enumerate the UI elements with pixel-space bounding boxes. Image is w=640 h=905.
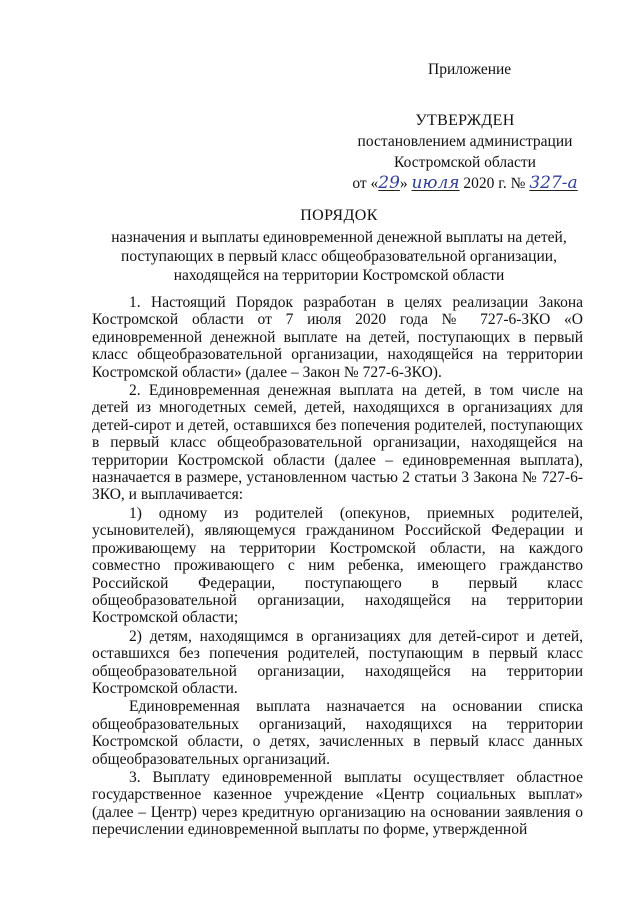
approved-stamp-text: УТВЕРЖДЕН	[415, 112, 515, 129]
document-title-block	[92, 206, 586, 285]
handwritten-day: 29	[378, 173, 400, 193]
title-line-1: назначения и выплаты единовременной денежной выплаты на детей,	[111, 229, 567, 246]
paragraph-2-note: Единовременная выплата назначается на основании списка общеобразовательных организаций, находящихся на территории Костромской области, о детях, зачисленных в первый класс данных общеобразовательных организаций.	[92, 698, 583, 768]
paragraph-2-item-1: 1) одному из родителей (опекунов, приемных родителей, усыновителей), являющемуся гражданином Российской Федерации и проживающему на территории Костромской области, на каждого совместно проживающего с ним ребенка, имеющего гражданство Российской Федерации, поступающего в первый класс общеобразовательной организации, находящейся на территории Костромской области;	[92, 504, 583, 627]
year-text: 2020 г. №	[463, 175, 526, 192]
date-prefix: от «	[352, 175, 379, 192]
document-body	[92, 294, 583, 840]
approval-block	[334, 110, 596, 194]
approval-date-line	[334, 173, 596, 194]
handwritten-number: 327-а	[529, 173, 578, 193]
paragraph-1: 1. Настоящий Порядок разработан в целях реализации Закона Костромской области от 7 июля 2020 года № 727-6-ЗКО «О единовременной денежной выплате на детей, поступающих в первый класс общеобразовательной организации, находящейся на территории Костромской области» (далее – Закон № 727-6-ЗКО).	[92, 294, 583, 381]
title-line-2: поступающих в первый класс общеобразовательной организации,	[121, 248, 557, 265]
paragraph-2-item-2: 2) детям, находящимся в организациях для детей-сирот и детей, оставшихся без попечения родителей, поступающим в первый класс общеобразовательной организации, находящейся на территории Костромской области.	[92, 627, 583, 697]
approval-line-1: постановлением администрации	[357, 133, 573, 150]
title-line-3: находящейся на территории Костромской области	[173, 267, 505, 284]
document-heading: ПОРЯДОК	[300, 207, 378, 224]
paragraph-2: 2. Единовременная денежная выплата на детей, в том числе на детей из многодетных семей, детей, находящихся в организациях для детей-сирот и детей, оставшихся без попечения родителей, поступающих в первый класс общеобразовательной организации, находящейся на территории Костромской области (далее – единовременная выплата), назначается в размере, установленном частью 2 статьи 3 Закона № 727-6-ЗКО, и выплачивается:	[92, 382, 583, 504]
appendix-label: Приложение	[428, 61, 512, 78]
approval-line-2: Костромской области	[394, 154, 536, 171]
paragraph-3: 3. Выплату единовременной выплаты осуществляет областное государственное казенное учреждение «Центр социальных выплат» (далее – Центр) через кредитную организацию на основании заявления о перечислении единовременной выплаты по форме, утвержденной	[92, 768, 583, 839]
handwritten-month: июля	[411, 173, 460, 193]
date-mid: »	[399, 175, 408, 192]
